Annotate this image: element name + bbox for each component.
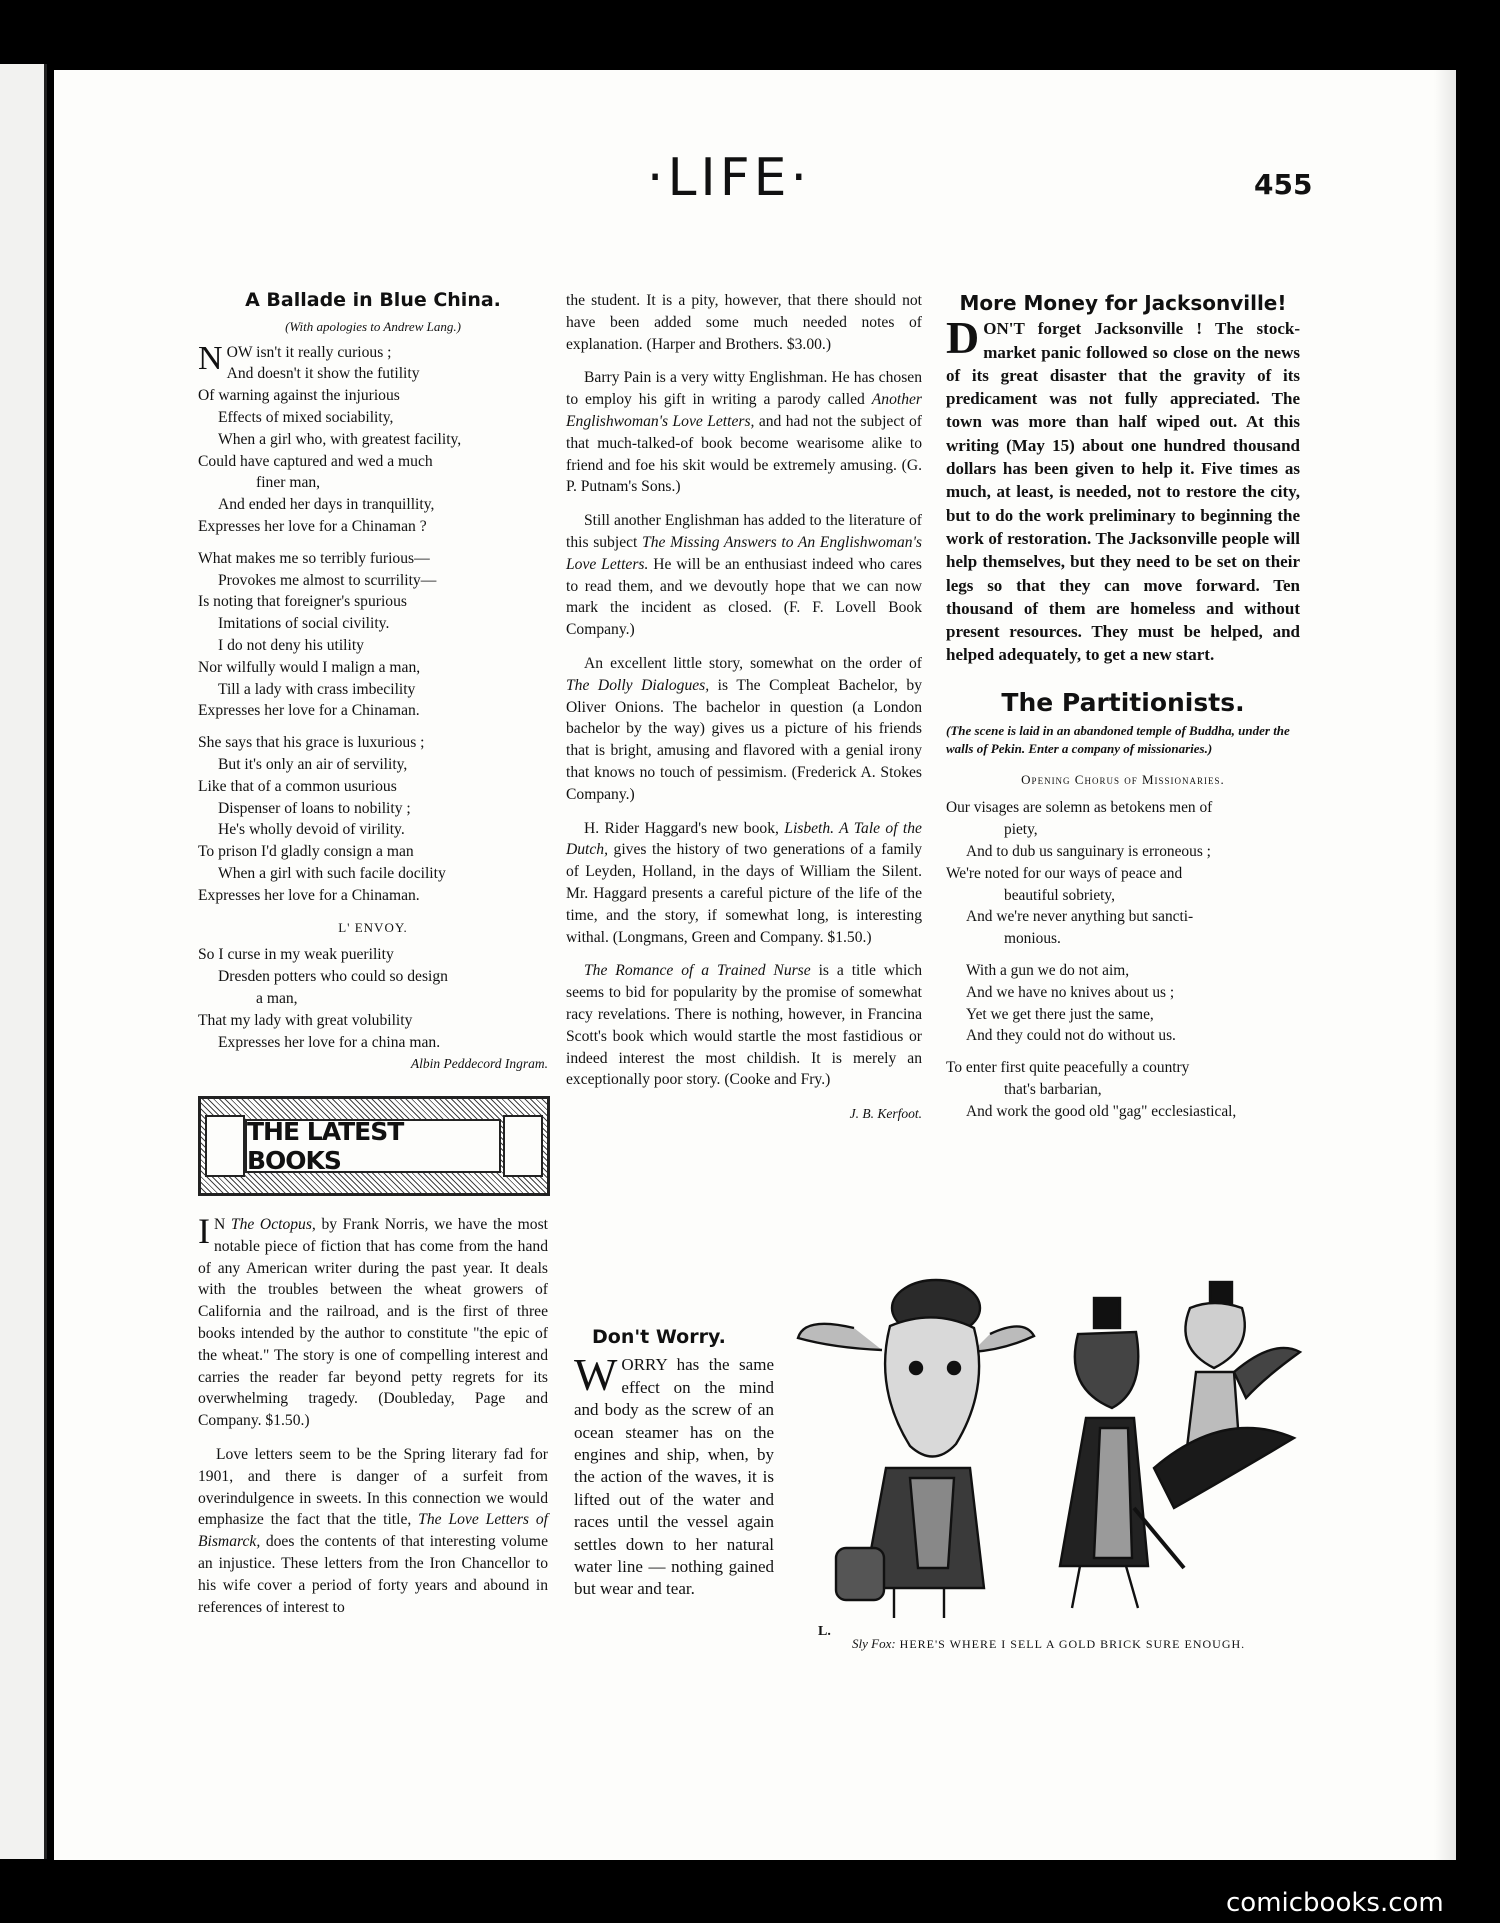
poem-line: Is noting that foreigner's spurious [198,593,407,611]
book-title: The Dolly Dialogues, [566,676,710,694]
site-watermark: comicbooks.com [1226,1888,1444,1918]
jacksonville-text: DON'T forget Jacksonville ! The stock-market panic followed so close on the news of its great disaster that the gravity of its predicament was not fully appreciated. The town was more than half wiped out. At this writing (May 15) about one hundred thousand dollars has been given to help it. Five times as much, at least, is needed, not to restore the city, but to do the work preliminary to beginning the work of restoration. The Jacksonville people will help themselves, but they need to be set on their legs so that they can move forward. Ten thousand of them are homeless and without present resources. They must be helped, and helped adequately, to get a new start. [946,312,1300,665]
review-paragraph [566,818,922,949]
poem-line: So I curse in my weak puerility [198,946,394,964]
poem-line: When a girl who, with greatest facility, [218,430,462,448]
poem-line: And ended her days in tranquillity, [218,496,435,514]
review-text: gives the history of two generations of a family of Leyden, Holland, in the days of William the Silent. Mr. Haggard presents a careful picture of the life of the time, and the story, if somewhat long, is interesting withal. (Longmans, Green and Company. $1.50.) [566,841,922,946]
ballade-poem [198,339,548,907]
verse-line: We're noted for our ways of peace and [946,864,1183,882]
verse-line: To enter first quite peacefully a country [946,1059,1190,1077]
page-fold-shadow [1434,70,1456,1860]
ballade-subtitle: (With apologies to Andrew Lang.) [285,318,461,334]
dont-worry-title: Don't Worry. [592,1326,726,1348]
review-text: is The Compleat Bachelor, by Oliver Onions. The bachelor in question (a London bachelor by the way) gives us a picture of his friends that is bright, amusing and flavored with a genial irony that knows no touch of pessimism. (Frederick A. Stokes Company.) [566,676,922,803]
stanza-gap [946,1047,1300,1057]
verse-line: And to dub us sanguinary is erroneous ; [966,842,1211,860]
poem-line: And doesn't it show the futility [226,365,420,383]
dropcap: W [574,1349,618,1401]
review-text: and had not the subject of that much-talked-of book become wearisome alike to friend and foe his skit would be extremely amusing. (G. P. Putnam's Sons.) [566,412,922,496]
fox-and-cat-figures [1060,1282,1300,1608]
verse-line: And we have no knives about us ; [966,983,1175,1001]
poem-line: Could have captured and wed a much [198,452,433,470]
book-title: The Love Letters of Bismarck, [198,1511,548,1551]
envoy-poem [198,944,548,1053]
masthead: ·LIFE· [646,148,812,208]
review-text: the student. It is a pity, however, that there should not have been added some much needed notes of explanation. (Harper and Brothers. $3.00.) [566,292,922,353]
book-reviews-continued [566,290,922,1091]
verse-line: And we're never anything but sancti- [966,908,1194,926]
verse-line: that's barbarian, [1004,1080,1102,1098]
poem-line: When a girl with such facile docility [218,864,446,882]
dont-worry-text: WORRY has the same effect on the mind and body as the screw of an ocean steamer has on the engines and ship, when, by the action of the waves, it is lifted out of the water and races until the vessel again settles down to her natural water line — nothing gained but wear and tear. [574,1349,774,1599]
latest-books-column [198,1211,548,1630]
poem-line: Expresses her love for a Chinaman ? [198,517,427,535]
book-title: Another Englishwoman's Love Letters, [566,391,922,430]
review-paragraph [566,960,922,1091]
poem-line: a man, [256,989,298,1007]
poem-line: Of warning against the injurious [198,387,400,405]
poem-line: Like that of a common usurious [198,777,397,795]
review-text: H. Rider Haggard's new book, [584,819,785,837]
verse-line: piety, [1004,821,1038,839]
caption-speaker: Sly Fox: [852,1636,896,1651]
review-paragraph [198,1444,548,1618]
poem-line: Expresses her love for a Chinaman. [198,886,420,904]
stanza-gap [198,538,548,548]
cartoon-caption [852,1636,1245,1652]
poem-line: She says that his grace is luxurious ; [198,734,425,752]
page-number: 455 [1254,168,1313,201]
poem-line: He's wholly devoid of virility. [218,821,405,839]
reviews-signature: J. B. Kerfoot. [849,1106,922,1122]
caption-text: HERE'S WHERE I SELL A GOLD BRICK SURE ENOUGH. [899,1637,1246,1651]
poem-line: What makes me so terribly furious— [198,549,430,567]
review-text: N [214,1216,231,1233]
poem-line: Expresses her love for a Chinaman. [198,702,420,720]
verse-line: With a gun we do not aim, [966,961,1130,979]
verse-line: And they could not do without us. [966,1027,1176,1045]
poem-line: I do not deny his utility [218,636,364,654]
latest-books-banner [198,1096,550,1196]
verse-line: And work the good old "gag" ecclesiastical, [966,1102,1237,1120]
dropcap: N [198,339,223,377]
stanza-gap [946,950,1300,960]
chorus-heading: Opening Chorus of Missionaries. [1021,772,1225,788]
review-paragraph [566,510,922,641]
column-middle [566,290,922,1125]
latest-books-reviews [198,1211,548,1618]
poem-line: Imitations of social civility. [218,615,390,633]
poem-line: Dresden potters who could so design [218,968,448,986]
poem-line: Expresses her love for a china man. [218,1033,441,1051]
review-paragraph [566,290,922,355]
poem-line: Dispenser of loans to nobility ; [218,799,411,817]
verse-line: Yet we get there just the same, [966,1005,1154,1023]
poem-line-text: OW isn't it really curious ; [226,343,392,361]
ballade-signature: Albin Peddecord Ingram. [410,1056,548,1072]
jacksonville-title: More Money for Jacksonville! [959,291,1287,315]
book-title: The Romance of a Trained Nurse [584,962,811,980]
previous-page-edge [0,64,47,1859]
verse-line: monious. [1004,930,1061,948]
review-text: does the contents of that interesting volume an injustice. These letters from the Iron Chancellor to his wife cover a period of forty years and abound in references of interest to [198,1533,548,1616]
donkey-traveler-figure [798,1280,1034,1618]
column-right [946,292,1300,1123]
poem-line: Effects of mixed sociability, [218,408,394,426]
column-left [198,290,548,1075]
stage-direction: (The scene is laid in an abandoned temple of Buddha, under the walls of Pekin. Enter a company of missionaries.) [946,723,1290,757]
review-text: An excellent little story, somewhat on the order of [584,654,922,672]
review-text: Still another Englishman has added to the literature of this subject [566,512,922,551]
partitionists-title: The Partitionists. [1001,687,1245,717]
dont-worry-article [574,1326,774,1613]
poem-line: Nor wilfully would I malign a man, [198,658,421,676]
chorus-verse [946,797,1300,1122]
review-text: Barry Pain is a very witty Englishman. He has chosen to employ his gift in writing a parody called [566,369,922,409]
dropcap: D [946,312,980,364]
ballade-title: A Ballade in Blue China. [245,289,501,311]
review-paragraph [566,367,922,498]
stanza-gap [198,722,548,732]
poem-line: Till a lady with crass imbecility [218,680,416,698]
review-paragraph [198,1211,548,1432]
artist-mark: L. [818,1624,831,1639]
poem-line: finer man, [256,474,321,492]
book-title: The Missing Answers to An Englishwoman's Love Letters. [566,533,922,573]
poem-line: Provokes me almost to scurrility— [218,571,437,589]
review-text: by Frank Norris, we have the most notable piece of fiction that has come from the hand of any American writer during the past year. It deals with the troubles between the wheat growers of California and the railroad, and is the first of three books intended by the author to constitute "the epic of the wheat." The story is one of compelling interest and carries the reader far beyond petty regrets for its overwhelming tragedy. (Doubleday, Page and Company. $1.50.) [198,1216,548,1430]
poem-line: But it's only an air of servility, [218,755,408,773]
verse-line: Our visages are solemn as betokens men of [946,799,1213,817]
review-text: Love letters seem to be the Spring literary fad for 1901, and there is danger of a surfeit from overindulgence in sweets. In this connection we would emphasize the fact that the title, [198,1445,548,1529]
book-title: The Octopus, [230,1216,316,1233]
review-text: is a title which seems to bid for popularity by the promise of somewhat racy revelations. There is nothing, however, in Francina Scott's book which would startle the most fastidious or indeed interest the most childish. It is merely an exceptionally poor story. (Cooke and Fry.) [566,962,922,1089]
review-paragraph [566,653,922,806]
dropcap: I [198,1211,210,1251]
book-reader-icon [205,1115,245,1177]
envoy-heading: L' ENVOY. [338,919,408,935]
poem-line: To prison I'd gladly consign a man [198,843,414,861]
latest-books-banner-text: THE LATEST BOOKS [245,1119,501,1173]
cartoon-illustration [794,1268,1314,1630]
verse-line: beautiful sobriety, [1004,886,1115,904]
book-reader-icon [503,1115,543,1177]
review-text: He will be an enthusiast indeed who cares to read them, and we devoutly hope that we can now mark the incident as closed. (F. F. Lovell Book Company.) [566,555,922,639]
book-title: Lisbeth. A Tale of the Dutch, [566,819,922,859]
poem-line: That my lady with great volubility [198,1011,413,1029]
